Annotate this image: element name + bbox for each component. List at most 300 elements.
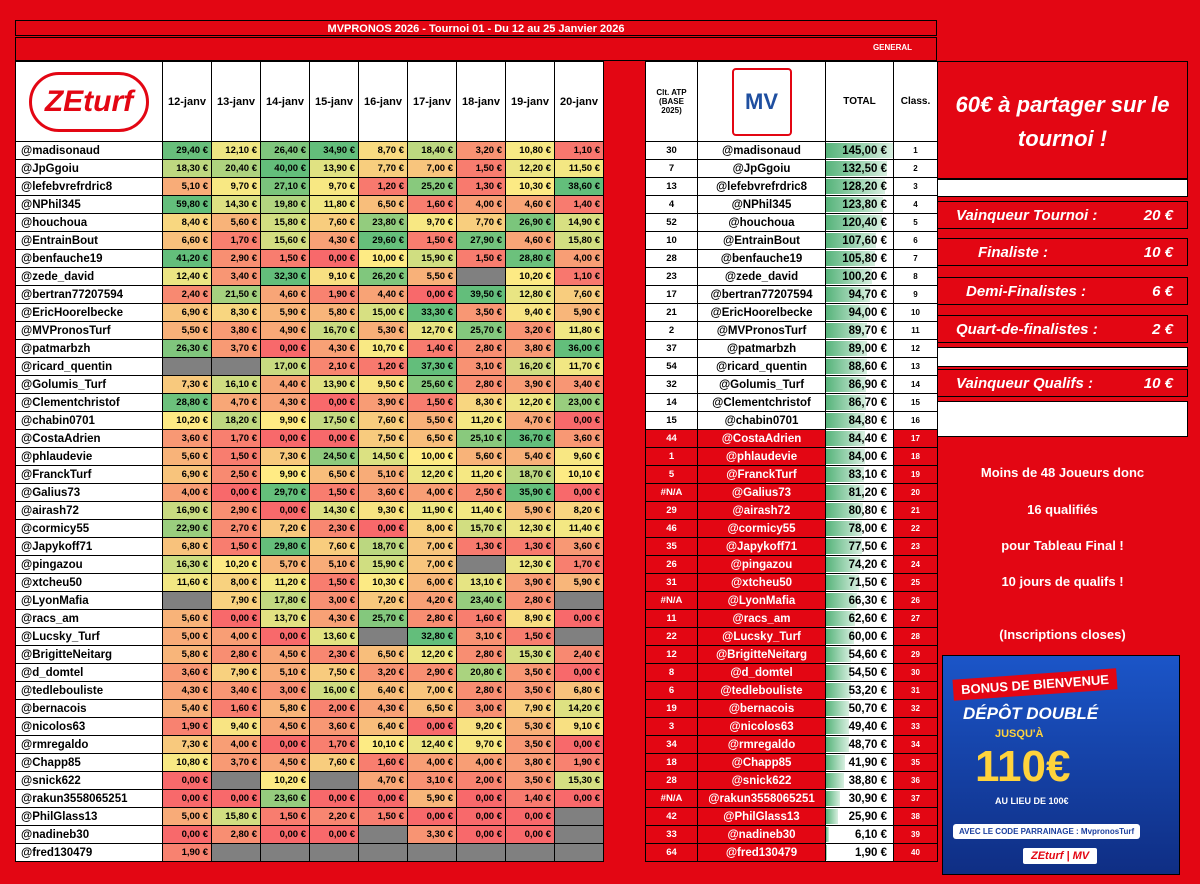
score-cell[interactable]: 0,00 € xyxy=(261,340,310,358)
player-name[interactable]: @tedlebouliste xyxy=(698,682,826,700)
score-cell[interactable]: 1,90 € xyxy=(163,718,212,736)
score-cell[interactable]: 36,70 € xyxy=(506,430,555,448)
score-cell[interactable] xyxy=(408,844,457,862)
score-cell[interactable]: 3,40 € xyxy=(212,682,261,700)
score-cell[interactable]: 0,00 € xyxy=(555,664,604,682)
score-cell[interactable]: 5,10 € xyxy=(310,556,359,574)
player-name[interactable]: @nadineb30 xyxy=(698,826,826,844)
score-cell[interactable]: 4,00 € xyxy=(163,484,212,502)
player-name[interactable]: @d_domtel xyxy=(698,664,826,682)
score-cell[interactable]: 23,60 € xyxy=(261,790,310,808)
score-cell[interactable]: 1,60 € xyxy=(457,610,506,628)
score-cell[interactable]: 25,10 € xyxy=(457,430,506,448)
score-cell[interactable]: 26,30 € xyxy=(163,340,212,358)
score-cell[interactable]: 8,90 € xyxy=(506,610,555,628)
score-cell[interactable]: 4,00 € xyxy=(408,754,457,772)
score-cell[interactable]: 5,90 € xyxy=(408,790,457,808)
score-cell[interactable]: 15,90 € xyxy=(408,250,457,268)
score-cell[interactable] xyxy=(555,628,604,646)
score-cell[interactable]: 1,50 € xyxy=(212,448,261,466)
score-cell[interactable]: 15,30 € xyxy=(506,646,555,664)
score-cell[interactable]: 7,90 € xyxy=(212,592,261,610)
score-cell[interactable]: 12,20 € xyxy=(506,160,555,178)
score-cell[interactable]: 18,40 € xyxy=(408,142,457,160)
score-cell[interactable]: 15,00 € xyxy=(359,304,408,322)
player-name[interactable]: @Golumis_Turf xyxy=(16,376,163,394)
score-cell[interactable]: 11,90 € xyxy=(408,502,457,520)
score-cell[interactable]: 3,40 € xyxy=(555,376,604,394)
score-cell[interactable]: 0,00 € xyxy=(310,826,359,844)
score-cell[interactable]: 2,00 € xyxy=(310,700,359,718)
score-cell[interactable]: 4,90 € xyxy=(261,322,310,340)
score-cell[interactable]: 14,50 € xyxy=(359,448,408,466)
score-cell[interactable]: 4,60 € xyxy=(261,286,310,304)
player-name[interactable]: @xtcheu50 xyxy=(698,574,826,592)
score-cell[interactable]: 29,80 € xyxy=(261,538,310,556)
score-cell[interactable]: 1,50 € xyxy=(261,808,310,826)
score-cell[interactable]: 16,00 € xyxy=(310,682,359,700)
score-cell[interactable]: 0,00 € xyxy=(457,790,506,808)
score-cell[interactable]: 23,80 € xyxy=(359,214,408,232)
player-name[interactable]: @d_domtel xyxy=(16,664,163,682)
score-cell[interactable]: 40,00 € xyxy=(261,160,310,178)
score-cell[interactable]: 10,20 € xyxy=(261,772,310,790)
player-name[interactable]: @rakun3558065251 xyxy=(698,790,826,808)
score-cell[interactable]: 0,00 € xyxy=(163,790,212,808)
score-cell[interactable] xyxy=(212,358,261,376)
score-cell[interactable]: 5,60 € xyxy=(163,448,212,466)
player-name[interactable]: @rmregaldo xyxy=(16,736,163,754)
score-cell[interactable]: 9,70 € xyxy=(457,736,506,754)
score-cell[interactable]: 19,80 € xyxy=(261,196,310,214)
score-cell[interactable]: 6,50 € xyxy=(408,700,457,718)
score-cell[interactable]: 0,00 € xyxy=(408,286,457,304)
player-name[interactable]: @houchoua xyxy=(698,214,826,232)
score-cell[interactable]: 2,80 € xyxy=(457,682,506,700)
score-cell[interactable]: 4,50 € xyxy=(261,646,310,664)
player-name[interactable]: @airash72 xyxy=(16,502,163,520)
player-name[interactable]: @nicolos63 xyxy=(16,718,163,736)
score-cell[interactable]: 11,50 € xyxy=(555,160,604,178)
score-cell[interactable]: 41,20 € xyxy=(163,250,212,268)
score-cell[interactable]: 11,60 € xyxy=(163,574,212,592)
score-cell[interactable]: 4,00 € xyxy=(212,628,261,646)
score-cell[interactable]: 3,00 € xyxy=(457,700,506,718)
score-cell[interactable]: 25,60 € xyxy=(408,376,457,394)
player-name[interactable]: @Chapp85 xyxy=(698,754,826,772)
score-cell[interactable]: 1,50 € xyxy=(212,538,261,556)
score-cell[interactable]: 4,00 € xyxy=(457,754,506,772)
score-cell[interactable]: 20,40 € xyxy=(212,160,261,178)
score-cell[interactable]: 13,10 € xyxy=(457,574,506,592)
score-cell[interactable] xyxy=(555,826,604,844)
score-cell[interactable]: 5,90 € xyxy=(261,304,310,322)
player-name[interactable]: @NPhil345 xyxy=(698,196,826,214)
score-cell[interactable]: 9,50 € xyxy=(359,376,408,394)
score-cell[interactable]: 2,30 € xyxy=(310,646,359,664)
score-cell[interactable]: 3,20 € xyxy=(457,142,506,160)
score-cell[interactable]: 10,80 € xyxy=(163,754,212,772)
score-cell[interactable]: 2,80 € xyxy=(506,592,555,610)
score-cell[interactable]: 0,00 € xyxy=(310,250,359,268)
player-name[interactable]: @zede_david xyxy=(16,268,163,286)
score-cell[interactable]: 17,00 € xyxy=(261,358,310,376)
player-name[interactable]: @madisonaud xyxy=(16,142,163,160)
score-cell[interactable]: 1,70 € xyxy=(212,430,261,448)
score-cell[interactable]: 10,80 € xyxy=(506,142,555,160)
score-cell[interactable]: 8,70 € xyxy=(359,142,408,160)
score-cell[interactable]: 7,70 € xyxy=(457,214,506,232)
score-cell[interactable]: 15,80 € xyxy=(261,214,310,232)
score-cell[interactable] xyxy=(163,358,212,376)
score-cell[interactable]: 11,40 € xyxy=(555,520,604,538)
score-cell[interactable]: 7,00 € xyxy=(408,556,457,574)
score-cell[interactable]: 5,90 € xyxy=(506,502,555,520)
player-name[interactable]: @Japykoff71 xyxy=(698,538,826,556)
score-cell[interactable]: 3,50 € xyxy=(506,664,555,682)
score-cell[interactable]: 9,70 € xyxy=(310,178,359,196)
player-name[interactable]: @rakun3558065251 xyxy=(16,790,163,808)
score-cell[interactable]: 13,60 € xyxy=(310,628,359,646)
score-cell[interactable]: 18,30 € xyxy=(163,160,212,178)
score-cell[interactable]: 15,70 € xyxy=(457,520,506,538)
score-cell[interactable]: 3,20 € xyxy=(506,322,555,340)
player-name[interactable]: @patmarbzh xyxy=(16,340,163,358)
score-cell[interactable]: 6,90 € xyxy=(163,304,212,322)
score-cell[interactable]: 3,00 € xyxy=(310,592,359,610)
score-cell[interactable]: 12,40 € xyxy=(163,268,212,286)
score-cell[interactable]: 6,90 € xyxy=(163,466,212,484)
player-name[interactable]: @zede_david xyxy=(698,268,826,286)
score-cell[interactable]: 7,30 € xyxy=(261,448,310,466)
score-cell[interactable]: 9,30 € xyxy=(359,502,408,520)
score-cell[interactable]: 13,90 € xyxy=(310,376,359,394)
score-cell[interactable]: 3,40 € xyxy=(212,268,261,286)
score-cell[interactable]: 5,00 € xyxy=(163,628,212,646)
score-cell[interactable]: 2,90 € xyxy=(408,664,457,682)
score-cell[interactable]: 5,10 € xyxy=(163,178,212,196)
score-cell[interactable]: 27,90 € xyxy=(457,232,506,250)
score-cell[interactable]: 5,60 € xyxy=(457,448,506,466)
score-cell[interactable]: 11,80 € xyxy=(555,322,604,340)
score-cell[interactable]: 25,20 € xyxy=(408,178,457,196)
score-cell[interactable]: 7,00 € xyxy=(408,682,457,700)
score-cell[interactable]: 29,70 € xyxy=(261,484,310,502)
score-cell[interactable]: 14,20 € xyxy=(555,700,604,718)
score-cell[interactable]: 3,20 € xyxy=(359,664,408,682)
score-cell[interactable]: 0,00 € xyxy=(555,412,604,430)
player-name[interactable]: @CostaAdrien xyxy=(698,430,826,448)
score-cell[interactable]: 11,80 € xyxy=(310,196,359,214)
player-name[interactable]: @Clementchristof xyxy=(16,394,163,412)
score-cell[interactable]: 2,80 € xyxy=(212,826,261,844)
score-cell[interactable]: 1,50 € xyxy=(310,484,359,502)
player-name[interactable]: @FranckTurf xyxy=(698,466,826,484)
player-name[interactable]: @racs_am xyxy=(698,610,826,628)
score-cell[interactable]: 0,00 € xyxy=(212,484,261,502)
score-cell[interactable]: 0,00 € xyxy=(408,808,457,826)
score-cell[interactable]: 5,80 € xyxy=(261,700,310,718)
score-cell[interactable]: 2,90 € xyxy=(212,250,261,268)
score-cell[interactable]: 0,00 € xyxy=(163,772,212,790)
score-cell[interactable]: 4,30 € xyxy=(310,232,359,250)
player-name[interactable]: @chabin0701 xyxy=(16,412,163,430)
player-name[interactable]: @fred130479 xyxy=(16,844,163,862)
score-cell[interactable]: 10,20 € xyxy=(212,556,261,574)
score-cell[interactable]: 26,90 € xyxy=(506,214,555,232)
score-cell[interactable]: 12,20 € xyxy=(408,466,457,484)
score-cell[interactable]: 7,90 € xyxy=(212,664,261,682)
score-cell[interactable]: 2,40 € xyxy=(163,286,212,304)
score-cell[interactable]: 0,00 € xyxy=(506,826,555,844)
player-name[interactable]: @MVPronosTurf xyxy=(16,322,163,340)
score-cell[interactable] xyxy=(555,592,604,610)
score-cell[interactable]: 0,00 € xyxy=(359,790,408,808)
player-name[interactable]: @JpGgoiu xyxy=(16,160,163,178)
score-cell[interactable]: 4,60 € xyxy=(506,232,555,250)
score-cell[interactable]: 7,60 € xyxy=(310,538,359,556)
score-cell[interactable]: 10,30 € xyxy=(359,574,408,592)
score-cell[interactable]: 12,30 € xyxy=(506,556,555,574)
score-cell[interactable]: 0,00 € xyxy=(457,826,506,844)
score-cell[interactable]: 6,50 € xyxy=(359,646,408,664)
player-name[interactable]: @FranckTurf xyxy=(16,466,163,484)
score-cell[interactable]: 9,70 € xyxy=(212,178,261,196)
score-cell[interactable]: 0,00 € xyxy=(261,628,310,646)
score-cell[interactable]: 2,20 € xyxy=(310,808,359,826)
score-cell[interactable]: 1,70 € xyxy=(310,736,359,754)
score-cell[interactable] xyxy=(261,844,310,862)
player-name[interactable]: @nicolos63 xyxy=(698,718,826,736)
score-cell[interactable]: 6,00 € xyxy=(408,574,457,592)
score-cell[interactable]: 15,90 € xyxy=(359,556,408,574)
score-cell[interactable]: 0,00 € xyxy=(261,736,310,754)
player-name[interactable]: @Lucsky_Turf xyxy=(16,628,163,646)
score-cell[interactable]: 4,50 € xyxy=(261,754,310,772)
score-cell[interactable]: 10,00 € xyxy=(408,448,457,466)
score-cell[interactable]: 3,00 € xyxy=(261,682,310,700)
player-name[interactable]: @tedlebouliste xyxy=(16,682,163,700)
score-cell[interactable]: 3,80 € xyxy=(506,754,555,772)
player-name[interactable]: @EntrainBout xyxy=(698,232,826,250)
score-cell[interactable]: 7,20 € xyxy=(359,592,408,610)
player-name[interactable]: @PhilGlass13 xyxy=(16,808,163,826)
score-cell[interactable]: 9,20 € xyxy=(457,718,506,736)
score-cell[interactable]: 18,70 € xyxy=(506,466,555,484)
player-name[interactable]: @benfauche19 xyxy=(698,250,826,268)
player-name[interactable]: @Clementchristof xyxy=(698,394,826,412)
score-cell[interactable]: 12,30 € xyxy=(506,520,555,538)
score-cell[interactable]: 5,30 € xyxy=(359,322,408,340)
score-cell[interactable]: 5,40 € xyxy=(163,700,212,718)
player-name[interactable]: @CostaAdrien xyxy=(16,430,163,448)
score-cell[interactable]: 4,00 € xyxy=(457,196,506,214)
score-cell[interactable] xyxy=(359,844,408,862)
score-cell[interactable]: 18,20 € xyxy=(212,412,261,430)
score-cell[interactable]: 2,70 € xyxy=(212,520,261,538)
score-cell[interactable]: 2,50 € xyxy=(212,466,261,484)
score-cell[interactable]: 9,90 € xyxy=(261,466,310,484)
score-cell[interactable]: 15,80 € xyxy=(555,232,604,250)
score-cell[interactable]: 1,70 € xyxy=(555,556,604,574)
score-cell[interactable]: 33,30 € xyxy=(408,304,457,322)
score-cell[interactable]: 5,50 € xyxy=(408,412,457,430)
score-cell[interactable]: 9,10 € xyxy=(310,268,359,286)
player-name[interactable]: @pingazou xyxy=(16,556,163,574)
score-cell[interactable] xyxy=(359,826,408,844)
score-cell[interactable]: 17,50 € xyxy=(310,412,359,430)
player-name[interactable]: @Golumis_Turf xyxy=(698,376,826,394)
score-cell[interactable]: 11,20 € xyxy=(457,466,506,484)
score-cell[interactable]: 15,80 € xyxy=(212,808,261,826)
score-cell[interactable]: 5,10 € xyxy=(359,466,408,484)
score-cell[interactable]: 3,60 € xyxy=(555,430,604,448)
score-cell[interactable]: 5,50 € xyxy=(163,322,212,340)
score-cell[interactable]: 3,10 € xyxy=(408,772,457,790)
score-cell[interactable]: 3,60 € xyxy=(163,664,212,682)
score-cell[interactable]: 5,40 € xyxy=(506,448,555,466)
score-cell[interactable]: 5,90 € xyxy=(555,304,604,322)
player-name[interactable]: @rmregaldo xyxy=(698,736,826,754)
score-cell[interactable]: 9,40 € xyxy=(212,718,261,736)
score-cell[interactable]: 22,90 € xyxy=(163,520,212,538)
score-cell[interactable]: 5,60 € xyxy=(163,610,212,628)
score-cell[interactable]: 2,40 € xyxy=(555,646,604,664)
score-cell[interactable]: 16,70 € xyxy=(310,322,359,340)
score-cell[interactable]: 13,70 € xyxy=(261,610,310,628)
player-name[interactable]: @ricard_quentin xyxy=(698,358,826,376)
score-cell[interactable]: 2,80 € xyxy=(408,610,457,628)
score-cell[interactable]: 2,80 € xyxy=(457,340,506,358)
score-cell[interactable]: 8,40 € xyxy=(163,214,212,232)
score-cell[interactable]: 14,90 € xyxy=(555,214,604,232)
score-cell[interactable]: 10,10 € xyxy=(359,736,408,754)
score-cell[interactable]: 4,00 € xyxy=(408,484,457,502)
score-cell[interactable]: 14,30 € xyxy=(212,196,261,214)
score-cell[interactable] xyxy=(212,844,261,862)
score-cell[interactable]: 3,90 € xyxy=(359,394,408,412)
score-cell[interactable]: 0,00 € xyxy=(310,394,359,412)
score-cell[interactable] xyxy=(457,268,506,286)
score-cell[interactable]: 8,00 € xyxy=(408,520,457,538)
player-name[interactable]: @NPhil345 xyxy=(16,196,163,214)
score-cell[interactable]: 0,00 € xyxy=(261,430,310,448)
score-cell[interactable]: 8,20 € xyxy=(555,502,604,520)
score-cell[interactable]: 1,40 € xyxy=(408,340,457,358)
score-cell[interactable]: 6,40 € xyxy=(359,718,408,736)
score-cell[interactable]: 23,00 € xyxy=(555,394,604,412)
player-name[interactable]: @EntrainBout xyxy=(16,232,163,250)
score-cell[interactable]: 15,30 € xyxy=(555,772,604,790)
player-name[interactable]: @cormicy55 xyxy=(698,520,826,538)
score-cell[interactable]: 3,70 € xyxy=(212,754,261,772)
score-cell[interactable]: 1,30 € xyxy=(457,538,506,556)
score-cell[interactable]: 1,30 € xyxy=(457,178,506,196)
score-cell[interactable]: 37,30 € xyxy=(408,358,457,376)
player-name[interactable]: @EricHoorelbecke xyxy=(698,304,826,322)
score-cell[interactable]: 7,20 € xyxy=(261,520,310,538)
player-name[interactable]: @Galius73 xyxy=(698,484,826,502)
score-cell[interactable]: 5,90 € xyxy=(555,574,604,592)
score-cell[interactable]: 2,30 € xyxy=(310,520,359,538)
score-cell[interactable]: 0,00 € xyxy=(212,610,261,628)
score-cell[interactable]: 1,20 € xyxy=(359,358,408,376)
score-cell[interactable]: 3,60 € xyxy=(310,718,359,736)
score-cell[interactable]: 18,70 € xyxy=(359,538,408,556)
player-name[interactable]: @snick622 xyxy=(698,772,826,790)
score-cell[interactable]: 21,50 € xyxy=(212,286,261,304)
score-cell[interactable]: 20,80 € xyxy=(457,664,506,682)
score-cell[interactable]: 1,70 € xyxy=(212,232,261,250)
score-cell[interactable]: 7,00 € xyxy=(408,538,457,556)
score-cell[interactable]: 15,60 € xyxy=(261,232,310,250)
player-name[interactable]: @bertran77207594 xyxy=(698,286,826,304)
score-cell[interactable]: 3,80 € xyxy=(506,340,555,358)
score-cell[interactable]: 8,00 € xyxy=(212,574,261,592)
score-cell[interactable]: 13,90 € xyxy=(310,160,359,178)
score-cell[interactable]: 10,70 € xyxy=(359,340,408,358)
score-cell[interactable]: 10,20 € xyxy=(506,268,555,286)
player-name[interactable]: @BrigitteNeitarg xyxy=(16,646,163,664)
score-cell[interactable]: 3,90 € xyxy=(506,574,555,592)
player-name[interactable]: @pingazou xyxy=(698,556,826,574)
score-cell[interactable]: 17,80 € xyxy=(261,592,310,610)
score-cell[interactable]: 7,30 € xyxy=(163,736,212,754)
score-cell[interactable]: 1,40 € xyxy=(555,196,604,214)
score-cell[interactable]: 4,30 € xyxy=(359,700,408,718)
score-cell[interactable]: 9,40 € xyxy=(506,304,555,322)
player-name[interactable]: @bernacois xyxy=(16,700,163,718)
score-cell[interactable]: 3,60 € xyxy=(163,430,212,448)
score-cell[interactable]: 11,70 € xyxy=(555,358,604,376)
score-cell[interactable]: 16,10 € xyxy=(212,376,261,394)
score-cell[interactable]: 9,90 € xyxy=(261,412,310,430)
score-cell[interactable]: 39,50 € xyxy=(457,286,506,304)
score-cell[interactable]: 4,00 € xyxy=(555,250,604,268)
score-cell[interactable] xyxy=(163,592,212,610)
score-cell[interactable]: 3,70 € xyxy=(212,340,261,358)
score-cell[interactable]: 1,50 € xyxy=(408,232,457,250)
score-cell[interactable]: 4,30 € xyxy=(310,610,359,628)
score-cell[interactable]: 8,30 € xyxy=(212,304,261,322)
score-cell[interactable]: 6,40 € xyxy=(359,682,408,700)
score-cell[interactable]: 7,00 € xyxy=(408,160,457,178)
player-name[interactable]: @BrigitteNeitarg xyxy=(698,646,826,664)
player-name[interactable]: @PhilGlass13 xyxy=(698,808,826,826)
score-cell[interactable]: 3,50 € xyxy=(506,772,555,790)
score-cell[interactable]: 1,50 € xyxy=(506,628,555,646)
score-cell[interactable]: 1,50 € xyxy=(457,160,506,178)
score-cell[interactable]: 0,00 € xyxy=(359,520,408,538)
score-cell[interactable]: 0,00 € xyxy=(310,430,359,448)
score-cell[interactable]: 2,00 € xyxy=(457,772,506,790)
score-cell[interactable]: 2,80 € xyxy=(457,376,506,394)
score-cell[interactable] xyxy=(555,844,604,862)
score-cell[interactable]: 0,00 € xyxy=(310,790,359,808)
score-cell[interactable]: 10,00 € xyxy=(359,250,408,268)
score-cell[interactable]: 2,80 € xyxy=(212,646,261,664)
score-cell[interactable]: 16,90 € xyxy=(163,502,212,520)
score-cell[interactable]: 25,70 € xyxy=(457,322,506,340)
score-cell[interactable]: 11,20 € xyxy=(457,412,506,430)
score-cell[interactable]: 1,50 € xyxy=(261,250,310,268)
score-cell[interactable]: 1,10 € xyxy=(555,142,604,160)
player-name[interactable]: @phlaudevie xyxy=(698,448,826,466)
score-cell[interactable]: 8,30 € xyxy=(457,394,506,412)
score-cell[interactable]: 10,30 € xyxy=(506,178,555,196)
score-cell[interactable]: 7,60 € xyxy=(555,286,604,304)
score-cell[interactable]: 6,50 € xyxy=(310,466,359,484)
